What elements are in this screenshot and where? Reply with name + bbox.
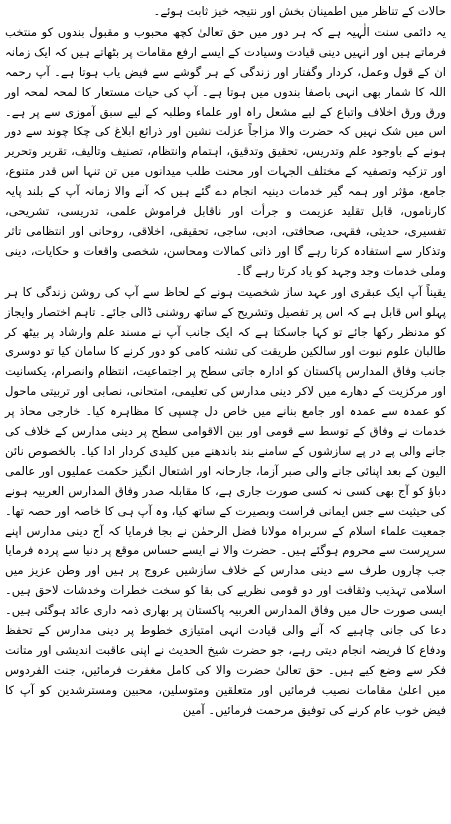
article-paragraph-intro: حالات کے تناظر میں اطمینان بخش اور نتیجہ خیز ثابت ہوئے۔	[153, 4, 446, 18]
article-paragraph-legacy: یقیناً آپ ایک عبقری اور عہد ساز شخصیت ہونے کے لحاظ سے آپ کی روشن زندگی کا ہر پہلو اس قابل ہے کہ اس پر تفصیل وتشریح کے ساتھ روشنی ڈالی جائے۔ تاہم اختصار وایجاز کو مدنظر رکھا جائے تو کہا جاسکتا ہے کہ ایک جانب آپ نے مسند علم وارشاد پر بیٹھ کر طالبان علوم نبوت اور سالکین طریقت کی تشنہ کامی کو دور کرنے کا سامان کیا تو دوسری جانب وفاق المدارس پاکستان کو ادارہ جاتی سطح پر اجتماعیت، انتظام وانصرام، یکسانیت اور مرکزیت کے دھارے میں لاکر دینی مدارس کی تعلیمی، امتحانی، نصابی اور تربیتی ماحول کو عمدہ سے عمدہ اور جامع بنانے میں خاص دل چسپی کا مظاہرہ کیا۔ خارجی محاذ پر خدمات نے وفاق کے توسط سے قومی اور بین الاقوامی سطح پر دینی مدارس کے خلاف کی جانے والی پے در پے سازشوں کے سامنے بند باندھنے میں کلیدی کردار ادا کیا۔ بالخصوص نائن الیون کے بعد اپنائی جانے والی صبر آزما، جارحانہ اور اشتعال انگیز حکمت عملیوں اور عالمی دباؤ کو آج بھی کسی نہ کسی صورت جاری ہے، کا مقابلہ صدر وفاق المدارس العربیہ ہونے کی حیثیت سے جس ایمانی فراست وبصیرت کے ساتھ کیا، وہ آپ ہی کا خاصہ اور حصہ تھا۔ جمعیت علماء اسلام کے سربراہ مولانا فضل الرحمٰن نے بجا فرمایا کہ آج دینی مدارس اپنے سرپرست سے محروم ہوگئے ہیں۔ حضرت والا نے ایسے حساس موقع پر دنیا سے پردہ فرمایا جب چاروں طرف سے دینی مدارس کے خلاف سازشیں عروج پر ہیں اور وطن عزیز میں اسلامی تہذیب وثقافت اور دو قومی نظریے کی بقا کو سخت خطرات وخدشات لاحق ہیں۔ ایسی صورت حال میں وفاق المدارس العربیہ پاکستان پر بھاری ذمہ داری عائد ہوگئی ہیں۔ دعا کی جانی چاہیے کہ آنے والی قیادت انہی امتیازی خطوط پر دینی مدارس کے تحفظ ودفاع کا فریضہ انجام دیتی رہے، جو حضرت شیخ الحدیث نے اپنی عاقبت اندیشی اور متانت فکر سے وضع کیے ہیں۔ حق تعالیٰ حضرت والا کی کامل مغفرت فرمائیں، جنت الفردوس میں اعلیٰ مقامات نصیب فرمائیں اور متعلقین ومتوسلین، محبین ومسترشدین کو آپ کا فیض خوب عام کرنے کی توفیق مرحمت فرمائیں۔ آمین	[5, 284, 446, 717]
article-paragraph-divine-custom: یہ دائمی سنت الٰہیہ ہے کہ ہر دور میں حق تعالیٰ کچھ محبوب و مقبول بندوں کو منتخب فرماتے ہیں اور انہیں دینی قیادت وسیادت کے ایسے ارفع مقامات پر بٹھاتے ہیں کہ ایک زمانہ ان کے قول وعمل، کردار وگفتار اور زندگی کے ہر گوشے سے فیض یاب ہوتا ہے۔ آپ رحمہ اللہ کا شمار بھی انہی باصفا بندوں میں ہوتا ہے۔ آپ کی حیات مستعار کا لمحہ لمحہ اور ورق ورق اخلاف واتباع کے لیے مشعل راہ اور علماء وطلبہ کے لیے سبق آموزی سے پر ہے۔ اس میں شک نہیں کہ حضرت والا مزاجاً عزلت نشین اور ذرائع ابلاغ کی چکا چوند سے دور ہونے کے باوجود علم وتدریس، تحقیق وتدقیق، اہتمام وانتظام، تصنیف وتالیف، تقریر وتحریر اور تزکیہ وتصفیہ کے مختلف الجہات اور محنت طلب میدانوں میں تن تنہا اس قدر متنوع، جامع، مؤثر اور ہمہ گیر خدمات دینیہ انجام دے گئے ہیں کہ آنے والا زمانہ آپ کے بلند پایہ کارناموں، قابل تقلید عزیمت و جرأت اور ناقابل فراموش علمی، تدریسی، تشریحی، تفسیری، حدیثی، فقہی، صحافتی، ادبی، ساجی، تحقیقی، اخلاقی، روحانی اور انتظامی تاثر وتذکار سے استفادہ کرتا رہے گا اور ذاتی کمالات ومحاسن، شخصی واقعات و حکایات، دینی وملی خدمات وجد وجہد کو یاد کرتا رہے گا۔	[5, 24, 446, 278]
